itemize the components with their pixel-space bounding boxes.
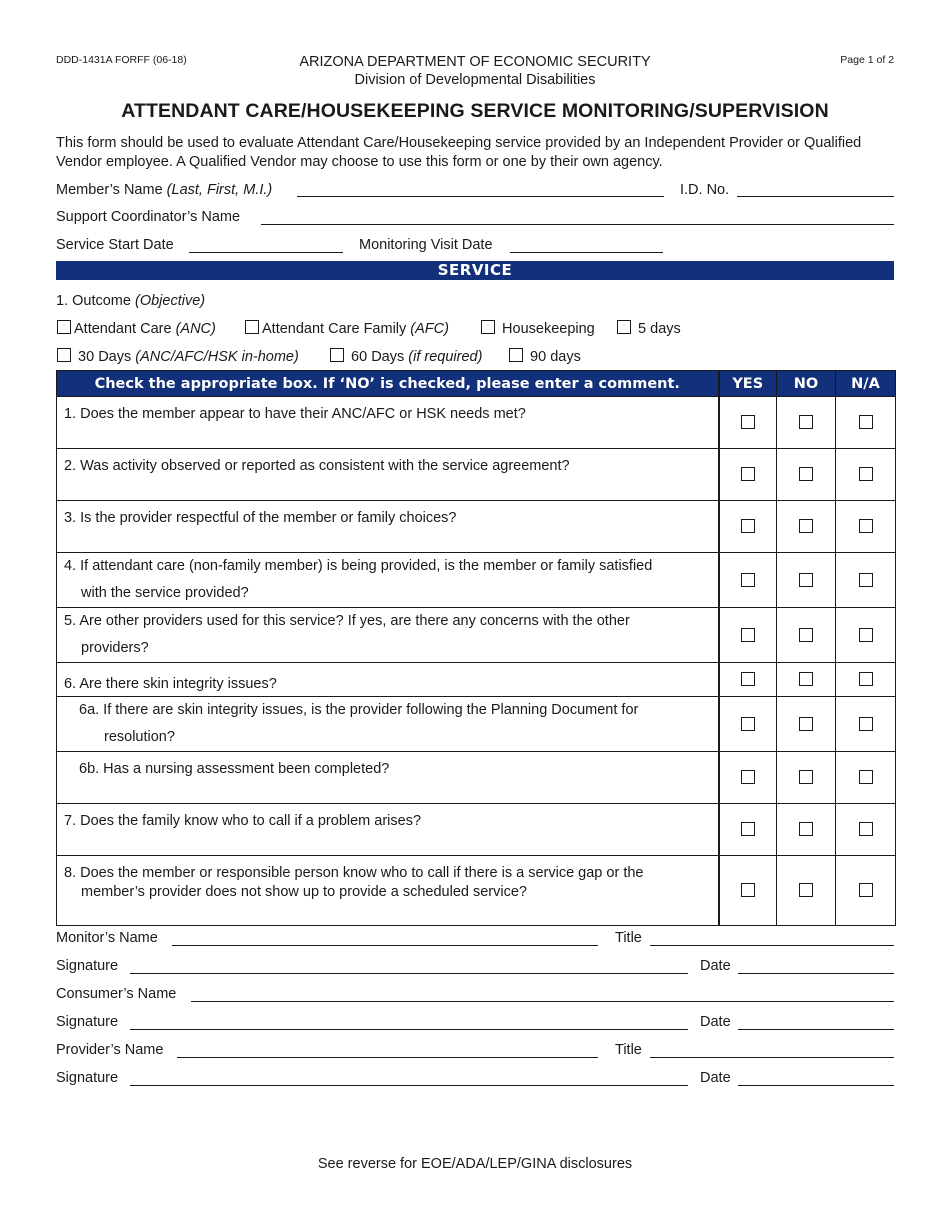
monitor-title-field[interactable] [650,945,894,946]
question-cell [57,856,719,926]
footer-disclosure: See reverse for EOE/ADA/LEP/GINA disclosures [317,1156,633,1172]
consumer-date-label: Date [700,1014,731,1030]
yes-checkbox[interactable] [741,717,755,731]
consumer-signature-label: Signature [56,1014,119,1030]
table-row [57,608,896,663]
question-cell [57,449,719,501]
table-row [57,804,896,856]
question-cell [57,697,719,752]
checkbox[interactable] [57,348,71,362]
table-row [57,856,896,926]
question-cell [57,553,719,608]
member-name-label [56,182,272,198]
monitoring-questions-table [56,370,896,926]
provider-date-field[interactable] [738,1085,894,1086]
outcome-option-5-days[interactable] [617,320,681,337]
question-text: 3. Is the provider respectful of the member or family choices? [64,510,457,526]
yes-checkbox[interactable] [741,822,755,836]
outcome-option-60-days[interactable] [330,348,482,365]
provider-signature-label: Signature [56,1070,119,1086]
question-text: 2. Was activity observed or reported as consistent with the service agreement? [64,458,570,474]
question-cell [57,501,719,553]
no-cell[interactable] [777,663,836,697]
checkbox[interactable] [617,320,631,334]
na-checkbox[interactable] [859,467,873,481]
yes-checkbox[interactable] [741,628,755,642]
option-label: 90 days [530,349,581,365]
member-name-hint: (Last, First, M.I.) [166,182,273,198]
na-checkbox[interactable] [859,415,873,429]
question-text: 7. Does the family know who to call if a problem arises? [64,813,422,829]
option-hint: (if required) [408,349,483,365]
checkbox[interactable] [245,320,259,334]
monitor-date-field[interactable] [738,973,894,974]
yes-checkbox[interactable] [741,415,755,429]
outcome-option-30-days[interactable] [57,348,299,365]
question-text: 6b. Has a nursing assessment been completed? [79,761,390,777]
yes-cell[interactable] [719,856,777,926]
consumer-signature-field[interactable] [130,1029,688,1030]
no-cell[interactable] [777,856,836,926]
division-name: Division of Developmental Disabilities [354,72,596,88]
yes-cell[interactable] [719,697,777,752]
table-row [57,553,896,608]
na-cell[interactable] [836,856,896,926]
checkbox[interactable] [509,348,523,362]
yes-cell[interactable] [719,804,777,856]
no-checkbox[interactable] [799,822,813,836]
id-no-field[interactable] [737,196,894,197]
support-coordinator-field[interactable] [261,224,894,225]
no-cell[interactable] [777,697,836,752]
id-no-label: I.D. No. [680,182,730,198]
na-checkbox[interactable] [859,672,873,686]
col-no-header: NO [777,371,836,397]
service-start-field[interactable] [189,252,343,253]
option-label: Housekeeping [502,321,595,337]
option-label: Attendant Care [74,321,172,337]
no-cell[interactable] [777,397,836,449]
table-header-row [57,371,896,397]
no-checkbox[interactable] [799,519,813,533]
provider-title-label: Title [615,1042,642,1058]
na-cell[interactable] [836,663,896,697]
table-row [57,697,896,752]
na-checkbox[interactable] [859,519,873,533]
provider-signature-field[interactable] [130,1085,688,1086]
no-checkbox[interactable] [799,770,813,784]
question-text: 4. If attendant care (non-family member) is being provided, is the member or family satisfied [64,558,653,574]
question-cell [57,663,719,697]
monitoring-visit-label: Monitoring Visit Date [359,237,493,253]
question-cell [57,752,719,804]
member-name-field[interactable] [297,196,664,197]
page-number: Page 1 of 2 [840,54,894,66]
yes-cell[interactable] [719,449,777,501]
no-checkbox[interactable] [799,883,813,897]
question-cell [57,397,719,449]
outcome-option-housekeeping[interactable] [481,320,595,337]
option-label: 30 Days [78,349,132,365]
no-checkbox[interactable] [799,573,813,587]
yes-cell[interactable] [719,553,777,608]
no-checkbox[interactable] [799,672,813,686]
yes-checkbox[interactable] [741,519,755,533]
no-cell[interactable] [777,608,836,663]
na-cell[interactable] [836,608,896,663]
na-checkbox[interactable] [859,717,873,731]
question-cell [57,804,719,856]
checkbox[interactable] [57,320,71,334]
agency-name: ARIZONA DEPARTMENT OF ECONOMIC SECURITY [299,54,651,70]
service-section-header: SERVICE [56,261,894,280]
question-text: 6a. If there are skin integrity issues, is the provider following the Planning Document for [79,702,639,718]
option-label: 60 Days [351,349,405,365]
yes-cell[interactable] [719,608,777,663]
na-checkbox[interactable] [859,628,873,642]
na-checkbox[interactable] [859,573,873,587]
na-cell[interactable] [836,501,896,553]
yes-checkbox[interactable] [741,672,755,686]
monitor-signature-label: Signature [56,958,119,974]
form-title: ATTENDANT CARE/HOUSEKEEPING SERVICE MONITORING/SUPERVISION [121,100,829,122]
na-cell[interactable] [836,752,896,804]
outcome-option-anc[interactable] [57,320,216,337]
outcome-option-90-days[interactable] [509,348,581,365]
na-cell[interactable] [836,697,896,752]
no-cell[interactable] [777,752,836,804]
yes-cell[interactable] [719,752,777,804]
question-text-continued: member’s provider does not show up to provide a scheduled service? [81,884,527,900]
no-checkbox[interactable] [799,628,813,642]
question-text: 6. Are there skin integrity issues? [64,676,277,692]
provider-name-field[interactable] [177,1057,598,1058]
na-cell[interactable] [836,553,896,608]
consumer-date-field[interactable] [738,1029,894,1030]
form-id: DDD-1431A FORFF (06-18) [56,54,187,66]
table-row [57,663,896,697]
monitor-signature-field[interactable] [130,973,688,974]
na-checkbox[interactable] [859,883,873,897]
yes-checkbox[interactable] [741,573,755,587]
yes-cell[interactable] [719,663,777,697]
monitor-title-label: Title [615,930,642,946]
no-checkbox[interactable] [799,467,813,481]
outcome-text: 1. Outcome [56,293,131,309]
yes-checkbox[interactable] [741,467,755,481]
no-checkbox[interactable] [799,415,813,429]
consumer-name-label: Consumer’s Name [56,986,177,1002]
option-label: Attendant Care Family [262,321,407,337]
na-cell[interactable] [836,449,896,501]
na-cell[interactable] [836,804,896,856]
member-name-text: Member’s Name [56,182,163,198]
monitor-name-label: Monitor’s Name [56,930,158,946]
question-text: 5. Are other providers used for this service? If yes, are there any concerns with the other [64,613,630,629]
na-checkbox[interactable] [859,822,873,836]
table-row [57,752,896,804]
question-text-continued: with the service provided? [81,585,249,601]
no-cell[interactable] [777,449,836,501]
yes-checkbox[interactable] [741,770,755,784]
col-na-header: N/A [836,371,896,397]
checkbox[interactable] [330,348,344,362]
question-text: 1. Does the member appear to have their ANC/AFC or HSK needs met? [64,406,526,422]
monitor-date-label: Date [700,958,731,974]
option-hint: (AFC) [410,321,449,337]
service-start-label: Service Start Date [56,237,174,253]
na-cell[interactable] [836,397,896,449]
intro-text: This form should be used to evaluate Attendant Care/Housekeeping service provided by an Independent Provider or Qualified Vendor employee. A Qualified Vendor may choose to use this form or one by their own agency. [56,135,862,170]
table-instruction-header: Check the appropriate box. If ‘NO’ is checked, please enter a comment. [57,371,719,397]
option-hint: (ANC/AFC/HSK in-home) [135,349,299,365]
monitoring-visit-field[interactable] [510,252,663,253]
yes-cell[interactable] [719,397,777,449]
col-yes-header: YES [719,371,777,397]
option-hint: (ANC) [175,321,216,337]
question-cell [57,608,719,663]
na-checkbox[interactable] [859,770,873,784]
consumer-name-field[interactable] [191,1001,894,1002]
provider-title-field[interactable] [650,1057,894,1058]
question-text: 8. Does the member or responsible person know who to call if there is a service gap or the [64,865,644,881]
no-cell[interactable] [777,804,836,856]
outcome-hint: (Objective) [134,293,206,309]
table-row [57,397,896,449]
question-text-continued: resolution? [104,729,175,745]
outcome-option-afc[interactable] [245,320,449,337]
provider-date-label: Date [700,1070,731,1086]
no-cell[interactable] [777,553,836,608]
no-cell[interactable] [777,501,836,553]
checkbox[interactable] [481,320,495,334]
support-coordinator-label: Support Coordinator’s Name [56,209,241,225]
option-label: 5 days [638,321,681,337]
outcome-label [56,293,205,309]
no-checkbox[interactable] [799,717,813,731]
provider-name-label: Provider’s Name [56,1042,164,1058]
monitor-name-field[interactable] [172,945,598,946]
table-row [57,501,896,553]
question-text-continued: providers? [81,640,149,656]
table-row [57,449,896,501]
yes-cell[interactable] [719,501,777,553]
yes-checkbox[interactable] [741,883,755,897]
